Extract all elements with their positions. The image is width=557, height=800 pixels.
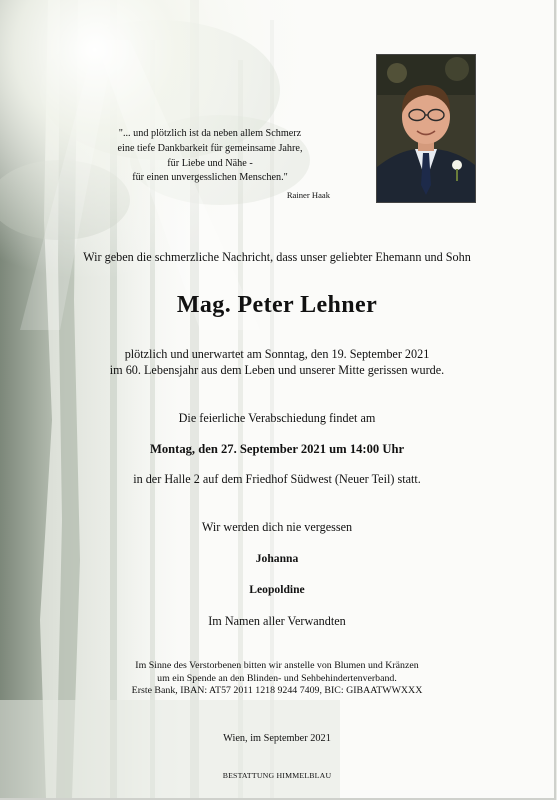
relatives-line: Im Namen aller Verwandten [208, 614, 346, 628]
announcement-intro: Wir geben die schmerzliche Nachricht, dass unser geliebter Ehemann und Sohn [83, 250, 471, 264]
donation-note [0, 660, 554, 698]
place-date: Wien, im September 2021 [223, 733, 331, 744]
quote-line: eine tiefe Dankbarkeit für gemeinsame Jahre, [117, 142, 303, 154]
death-details [0, 346, 554, 378]
mourner-name: Johanna [255, 552, 299, 565]
funeral-home-name: BESTATTUNG HIMMELBLAU [222, 771, 332, 780]
quote-author: Rainer Haak [286, 190, 330, 200]
donation-line: Im Sinne des Verstorbenen bitten wir anstelle von Blumen und Kränzen [135, 660, 419, 671]
ceremony-intro: Die feierliche Verabschiedung findet am [178, 411, 376, 425]
deceased-name: Mag. Peter Lehner [176, 292, 378, 318]
ceremony-date: Montag, den 27. September 2021 um 14:00 Uhr [149, 442, 405, 456]
quote-line: für einen unvergesslichen Menschen." [132, 172, 288, 184]
mourner-name: Leopoldine [249, 583, 305, 596]
death-details-line: im 60. Lebensjahr aus dem Leben und unserer Mitte gerissen wurde. [109, 363, 445, 377]
ceremony-place: in der Halle 2 auf dem Friedhof Südwest (Neuer Teil) statt. [133, 472, 421, 486]
portrait-photo [376, 54, 476, 203]
quote-line: "... und plötzlich ist da neben allem Schmerz [118, 128, 302, 139]
death-details-line: plötzlich und unerwartet am Sonntag, den 19. September 2021 [124, 347, 430, 361]
quote-line: für Liebe und Nähe - [167, 157, 253, 169]
quote-block [90, 127, 330, 186]
donation-line: um ein Spende an den Blinden- und Sehbehindertenverband. [157, 672, 397, 684]
donation-line: Erste Bank, IBAN: AT57 2011 1218 9244 7409, BIC: GIBAATWWXXX [131, 685, 423, 697]
farewell-line: Wir werden dich nie vergessen [201, 520, 353, 534]
